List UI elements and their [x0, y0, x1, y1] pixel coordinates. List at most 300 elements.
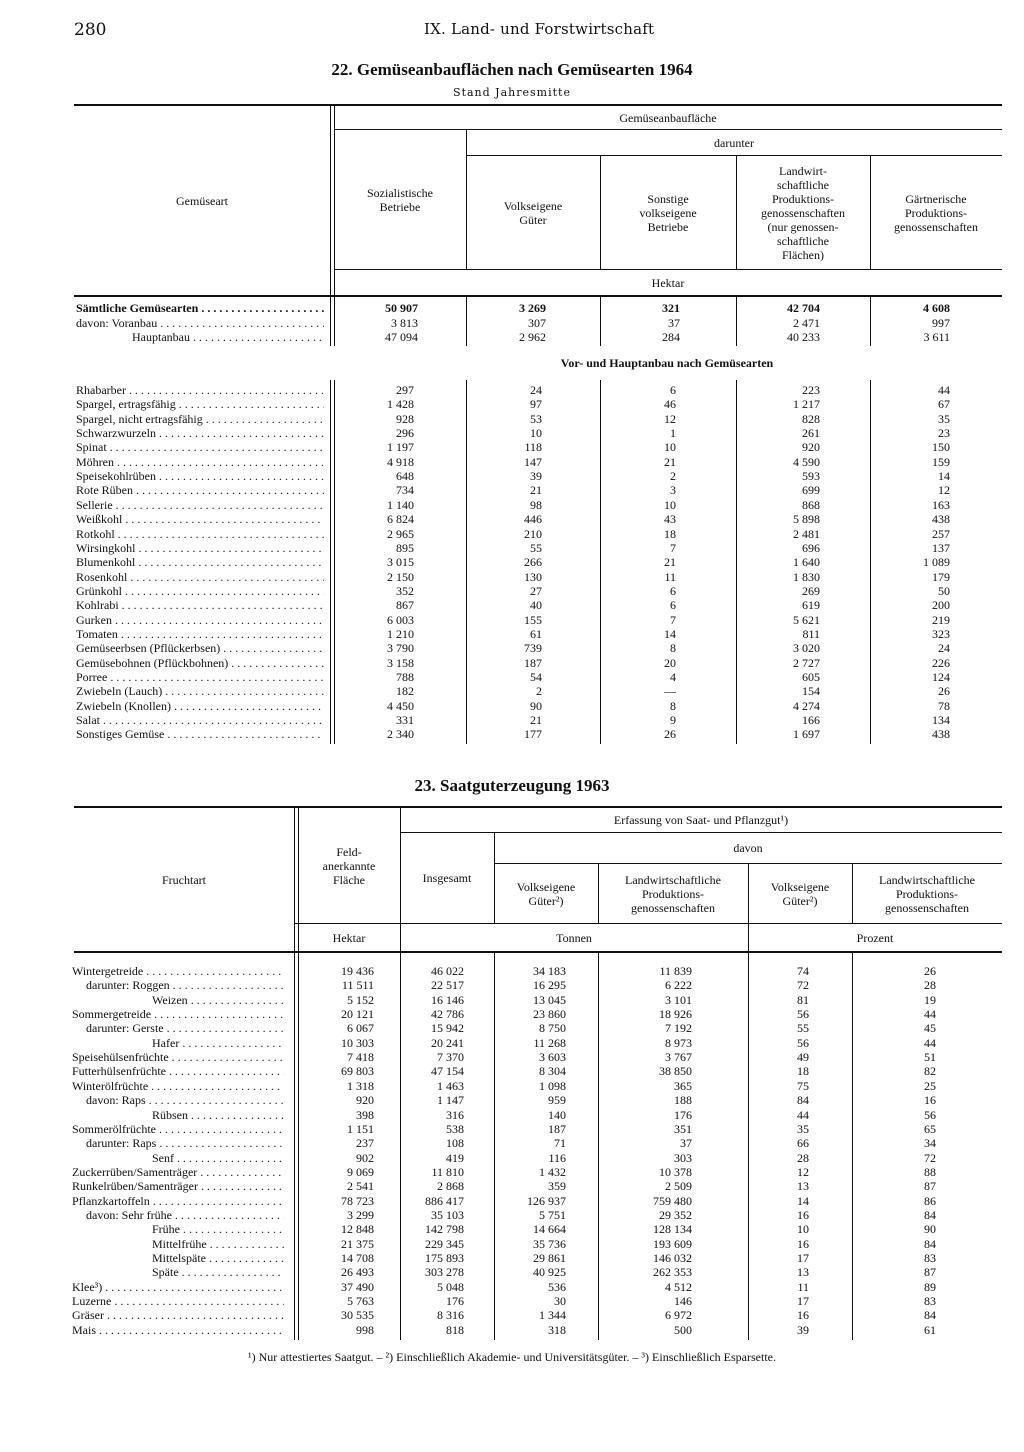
- cell-value: 24: [938, 641, 950, 656]
- cell-value: 118: [524, 440, 542, 455]
- cell-value: 126 937: [527, 1193, 566, 1208]
- cell-value: 13: [797, 1179, 809, 1194]
- table23-unit-prozent: Prozent: [856, 930, 894, 945]
- cell-value: 35 103: [431, 1207, 464, 1222]
- table23-row: [0, 1036, 1024, 1050]
- cell-value: 6 824: [387, 512, 414, 527]
- cell-value: 19 436: [341, 964, 374, 978]
- cell-value: 868: [802, 497, 820, 512]
- cell-value: 8: [670, 698, 676, 713]
- table22-row: [0, 541, 1024, 555]
- table22-summary-row: [0, 330, 1024, 344]
- cell-value: 605: [802, 670, 820, 684]
- cell-value: 16: [797, 1236, 809, 1251]
- row-label: Klee³) . . .: [72, 1280, 284, 1294]
- cell-value: 1: [670, 426, 676, 441]
- cell-value: 20 121: [341, 1007, 374, 1022]
- cell-value: 788: [396, 670, 414, 684]
- cell-value: 40 925: [533, 1265, 566, 1280]
- cell-value: 155: [524, 612, 542, 627]
- cell-value: 11: [664, 569, 676, 584]
- row-label: Pflanzkartoffeln . . .: [72, 1194, 284, 1208]
- cell-value: 35: [797, 1121, 809, 1136]
- cell-value: 1 830: [793, 569, 820, 584]
- table22-row: [0, 469, 1024, 483]
- table22-row: [0, 656, 1024, 670]
- cell-value: 61: [530, 626, 542, 641]
- cell-value: 140: [548, 1107, 566, 1122]
- cell-value: 8 750: [539, 1021, 566, 1036]
- cell-value: 828: [802, 411, 820, 426]
- row-label: Runkelrüben/Samenträger . . .: [72, 1179, 284, 1193]
- cell-value: 21: [530, 713, 542, 728]
- cell-value: 6: [670, 383, 676, 397]
- cell-value: 446: [524, 512, 542, 527]
- cell-value: 895: [396, 540, 414, 555]
- cell-value: 37: [668, 315, 680, 330]
- cell-value: 176: [446, 1294, 464, 1309]
- cell-value: 237: [356, 1136, 374, 1151]
- cell-value: 29 861: [533, 1251, 566, 1265]
- cell-value: 137: [932, 540, 950, 555]
- cell-value: 13: [797, 1265, 809, 1280]
- cell-value: 365: [674, 1078, 692, 1093]
- cell-value: 284: [662, 330, 680, 344]
- cell-value: 2 340: [387, 727, 414, 742]
- cell-value: 166: [802, 713, 820, 728]
- cell-value: 4 608: [923, 301, 950, 315]
- cell-value: 1 640: [793, 555, 820, 570]
- table23-header-rule: [74, 951, 1002, 953]
- table23-row: [0, 1222, 1024, 1236]
- table22-section-title: Vor- und Hauptanbau nach Gemüsearten: [560, 356, 774, 370]
- row-label: Rote Rüben . . .: [76, 483, 324, 497]
- cell-value: 3 611: [923, 330, 950, 344]
- cell-value: 398: [356, 1107, 374, 1122]
- cell-value: 10: [797, 1222, 809, 1237]
- cell-value: 316: [446, 1107, 464, 1122]
- row-label: Porree . . .: [76, 670, 324, 684]
- row-label: Rübsen . . .: [152, 1108, 284, 1122]
- cell-value: 26: [664, 727, 676, 742]
- cell-value: 8: [670, 641, 676, 656]
- row-label: Weizen . . .: [152, 993, 284, 1007]
- row-label: Spinat . . .: [76, 440, 324, 454]
- cell-value: 84: [924, 1308, 936, 1323]
- cell-value: 257: [932, 526, 950, 541]
- table23-row: [0, 1265, 1024, 1279]
- cell-value: 23: [938, 426, 950, 441]
- table23-row: [0, 1108, 1024, 1122]
- table23-row: [0, 1007, 1024, 1021]
- table23-stub-header: Fruchtart: [162, 872, 206, 887]
- table22-col-header-gpg: Gärtnerische Produktions- genossenschaften: [894, 191, 978, 234]
- cell-value: 226: [932, 655, 950, 670]
- cell-value: 26: [924, 964, 936, 978]
- table23-row: [0, 1079, 1024, 1093]
- cell-value: 22 517: [431, 978, 464, 993]
- cell-value: 3 101: [665, 992, 692, 1007]
- cell-value: 56: [924, 1107, 936, 1122]
- cell-value: 28: [797, 1150, 809, 1165]
- cell-value: 13 045: [533, 992, 566, 1007]
- cell-value: 323: [932, 626, 950, 641]
- cell-value: 150: [932, 440, 950, 455]
- cell-value: 11 511: [341, 978, 374, 993]
- table23-row: [0, 1050, 1024, 1064]
- cell-value: 3 603: [539, 1050, 566, 1065]
- cell-value: 3 813: [391, 315, 418, 330]
- row-label: Späte . . .: [152, 1265, 284, 1279]
- row-label: Zwiebeln (Knollen) . . .: [76, 699, 324, 713]
- cell-value: 42 786: [431, 1007, 464, 1022]
- cell-value: 8 304: [539, 1064, 566, 1079]
- running-head: IX. Land- und Forstwirtschaft: [424, 20, 655, 38]
- table22-row: [0, 483, 1024, 497]
- cell-value: 175 893: [425, 1251, 464, 1265]
- row-label: Blumenkohl . . .: [76, 555, 324, 569]
- row-label: Sommergetreide . . .: [72, 1007, 284, 1021]
- cell-value: 7 418: [347, 1050, 374, 1065]
- cell-value: 5 751: [539, 1207, 566, 1222]
- cell-value: 739: [524, 641, 542, 656]
- cell-value: 998: [356, 1322, 374, 1337]
- row-label: Weißkohl . . .: [76, 512, 324, 526]
- table23-unit-hektar: Hektar: [332, 930, 366, 945]
- row-label: darunter: Roggen . . .: [86, 978, 284, 992]
- cell-value: 27: [530, 583, 542, 598]
- cell-value: 84: [924, 1236, 936, 1251]
- cell-value: 65: [924, 1121, 936, 1136]
- row-label: Mais . . .: [72, 1323, 284, 1337]
- cell-value: 331: [396, 713, 414, 728]
- cell-value: 130: [524, 569, 542, 584]
- cell-value: 21: [664, 555, 676, 570]
- row-label: darunter: Gerste . . .: [86, 1021, 284, 1035]
- cell-value: 438: [932, 512, 950, 527]
- cell-value: 734: [396, 483, 414, 498]
- cell-value: 3 269: [519, 301, 546, 315]
- cell-value: 55: [797, 1021, 809, 1036]
- table22-summary-row: [0, 301, 1024, 315]
- cell-value: 90: [924, 1222, 936, 1237]
- table23-row: [0, 1294, 1024, 1308]
- row-label: Hauptanbau . . .: [132, 330, 324, 344]
- table22-unit-header: Hektar: [651, 275, 685, 290]
- cell-value: 83: [924, 1294, 936, 1309]
- cell-value: 26: [938, 684, 950, 699]
- cell-value: 538: [446, 1121, 464, 1136]
- cell-value: 30 535: [341, 1308, 374, 1323]
- cell-value: 3 020: [793, 641, 820, 656]
- cell-value: 66: [797, 1136, 809, 1151]
- cell-value: 163: [932, 497, 950, 512]
- cell-value: 55: [530, 540, 542, 555]
- cell-value: 2 868: [437, 1179, 464, 1194]
- cell-value: 6: [670, 583, 676, 598]
- cell-value: 920: [802, 440, 820, 455]
- cell-value: 46: [664, 397, 676, 412]
- cell-value: 34: [924, 1136, 936, 1151]
- cell-value: 3: [670, 483, 676, 498]
- cell-value: 759 480: [653, 1193, 692, 1208]
- cell-value: 17: [797, 1294, 809, 1309]
- row-label: Frühe . . .: [152, 1222, 284, 1236]
- cell-value: 10: [530, 426, 542, 441]
- table22-darunter-header: darunter: [714, 135, 754, 150]
- cell-value: 10: [664, 497, 676, 512]
- row-label: Kohlrabi . . .: [76, 598, 324, 612]
- cell-value: 3 299: [347, 1207, 374, 1222]
- cell-value: 97: [530, 397, 542, 412]
- cell-value: 37: [680, 1136, 692, 1151]
- cell-value: 3 790: [387, 641, 414, 656]
- table23-row: [0, 1208, 1024, 1222]
- cell-value: 7 192: [665, 1021, 692, 1036]
- cell-value: 18: [797, 1064, 809, 1079]
- table22-col-header-sozialistische: Sozialistische Betriebe: [367, 185, 433, 214]
- cell-value: 67: [938, 397, 950, 412]
- cell-value: 83: [924, 1251, 936, 1265]
- cell-value: 500: [674, 1322, 692, 1337]
- cell-value: 56: [797, 1007, 809, 1022]
- cell-value: 98: [530, 497, 542, 512]
- cell-value: 818: [446, 1322, 464, 1337]
- table22-row: [0, 613, 1024, 627]
- cell-value: 187: [524, 655, 542, 670]
- cell-value: 4 512: [665, 1279, 692, 1294]
- cell-value: 179: [932, 569, 950, 584]
- cell-value: 49: [797, 1050, 809, 1065]
- cell-value: 303 278: [425, 1265, 464, 1280]
- cell-value: 26 493: [341, 1265, 374, 1280]
- cell-value: 16 146: [431, 992, 464, 1007]
- table22-group-header: Gemüseanbaufläche: [619, 110, 717, 125]
- row-label: Schwarzwurzeln . . .: [76, 426, 324, 440]
- table22-row: [0, 570, 1024, 584]
- cell-value: 11 839: [659, 964, 692, 978]
- cell-value: 902: [356, 1150, 374, 1165]
- table22-row: [0, 727, 1024, 741]
- table23-row: [0, 1064, 1024, 1078]
- cell-value: 90: [530, 698, 542, 713]
- cell-value: 6 003: [387, 612, 414, 627]
- cell-value: 88: [924, 1164, 936, 1179]
- cell-value: 9: [670, 713, 676, 728]
- table23-row: [0, 993, 1024, 1007]
- cell-value: 18: [664, 526, 676, 541]
- cell-value: 44: [924, 1007, 936, 1022]
- cell-value: 359: [548, 1179, 566, 1194]
- row-label: Hafer . . .: [152, 1036, 284, 1050]
- table23-row: [0, 1165, 1024, 1179]
- cell-value: 34 183: [533, 964, 566, 978]
- cell-value: 177: [524, 727, 542, 742]
- table22-row: [0, 426, 1024, 440]
- cell-value: 61: [924, 1322, 936, 1337]
- cell-value: 210: [524, 526, 542, 541]
- cell-value: 75: [797, 1078, 809, 1093]
- cell-value: 5 048: [437, 1279, 464, 1294]
- cell-value: 699: [802, 483, 820, 498]
- cell-value: 16: [797, 1308, 809, 1323]
- cell-value: 71: [554, 1136, 566, 1151]
- cell-value: 16 295: [533, 978, 566, 993]
- table23-row: [0, 1136, 1024, 1150]
- cell-value: 8 316: [437, 1308, 464, 1323]
- cell-value: 811: [802, 626, 820, 641]
- row-label: Gemüseerbsen (Pflückerbsen) . . .: [76, 641, 324, 655]
- cell-value: 11 810: [431, 1164, 464, 1179]
- cell-value: 21: [664, 454, 676, 469]
- cell-value: 147: [524, 454, 542, 469]
- cell-value: 47 094: [385, 330, 418, 344]
- cell-value: 4 450: [387, 698, 414, 713]
- cell-value: 46 022: [431, 964, 464, 978]
- cell-value: 87: [924, 1179, 936, 1194]
- cell-value: 1 428: [387, 397, 414, 412]
- cell-value: 16: [924, 1093, 936, 1108]
- cell-value: 318: [548, 1322, 566, 1337]
- cell-value: 193 609: [653, 1236, 692, 1251]
- cell-value: 2 150: [387, 569, 414, 584]
- cell-value: 54: [530, 670, 542, 684]
- cell-value: 24: [530, 383, 542, 397]
- cell-value: 39: [530, 469, 542, 484]
- cell-value: 21 375: [341, 1236, 374, 1251]
- cell-value: 44: [938, 383, 950, 397]
- cell-value: 1 210: [387, 626, 414, 641]
- cell-value: 1 697: [793, 727, 820, 742]
- cell-value: 351: [674, 1121, 692, 1136]
- table23-row: [0, 1093, 1024, 1107]
- cell-value: 920: [356, 1093, 374, 1108]
- row-label: darunter: Raps . . .: [86, 1136, 284, 1150]
- cell-value: 40: [530, 598, 542, 613]
- cell-value: 3 158: [387, 655, 414, 670]
- cell-value: 2 509: [665, 1179, 692, 1194]
- table23-row: [0, 1179, 1024, 1193]
- row-label: Sämtliche Gemüsearten . . .: [76, 301, 324, 315]
- cell-value: 1 147: [437, 1093, 464, 1108]
- cell-value: 134: [932, 713, 950, 728]
- cell-value: 5 763: [347, 1294, 374, 1309]
- row-label: Senf . . .: [152, 1151, 284, 1165]
- table23-col-header-lpg-tonnen: Landwirtschaftliche Produktions- genossenschaften: [625, 872, 721, 915]
- cell-value: 188: [674, 1093, 692, 1108]
- cell-value: 14: [797, 1193, 809, 1208]
- cell-value: 23 860: [533, 1007, 566, 1022]
- table23-col-header-lpg-prozent: Landwirtschaftliche Produktions- genossenschaften: [879, 872, 975, 915]
- row-label: Luzerne . . .: [72, 1294, 284, 1308]
- cell-value: 38 850: [659, 1064, 692, 1079]
- table23-davon-header: davon: [733, 841, 763, 855]
- row-label: Grünkohl . . .: [76, 584, 324, 598]
- cell-value: 536: [548, 1279, 566, 1294]
- cell-value: 229 345: [425, 1236, 464, 1251]
- cell-value: 37 490: [341, 1279, 374, 1294]
- table23-row: [0, 964, 1024, 978]
- cell-value: 886 417: [425, 1193, 464, 1208]
- cell-value: 45: [924, 1021, 936, 1036]
- table23-row: [0, 1251, 1024, 1265]
- row-label: Rotkohl . . .: [76, 527, 324, 541]
- cell-value: 1 140: [387, 497, 414, 512]
- cell-value: 30: [554, 1294, 566, 1309]
- cell-value: 128 134: [653, 1222, 692, 1237]
- table23-insgesamt-header: Insgesamt: [422, 871, 472, 885]
- table23-row: [0, 1151, 1024, 1165]
- table23-row: [0, 978, 1024, 992]
- cell-value: 14: [938, 469, 950, 484]
- table22-row: [0, 713, 1024, 727]
- cell-value: 648: [396, 469, 414, 484]
- cell-value: 72: [924, 1150, 936, 1165]
- cell-value: 146: [674, 1294, 692, 1309]
- table23-col-header-veg-tonnen: Volkseigene Güter²): [516, 879, 576, 908]
- table22-col-header-sonstige: Sonstige volkseigene Betriebe: [639, 191, 697, 234]
- cell-value: 296: [396, 426, 414, 441]
- table23-row: [0, 1021, 1024, 1035]
- cell-value: 44: [797, 1107, 809, 1122]
- cell-value: 53: [530, 411, 542, 426]
- table23-feld-header: Feld- anerkannte Fläche: [322, 844, 376, 887]
- cell-value: 89: [924, 1279, 936, 1294]
- cell-value: 20 241: [431, 1035, 464, 1050]
- table22-row: [0, 498, 1024, 512]
- cell-value: 154: [802, 684, 820, 699]
- cell-value: 14 664: [533, 1222, 566, 1237]
- cell-value: 928: [396, 411, 414, 426]
- cell-value: 78: [938, 698, 950, 713]
- cell-value: 108: [446, 1136, 464, 1151]
- cell-value: 307: [528, 315, 546, 330]
- cell-value: 219: [932, 612, 950, 627]
- cell-value: 619: [802, 598, 820, 613]
- cell-value: 997: [932, 315, 950, 330]
- cell-value: 696: [802, 540, 820, 555]
- cell-value: 69 803: [341, 1064, 374, 1079]
- cell-value: 3 767: [665, 1050, 692, 1065]
- row-label: Speisekohlrüben . . .: [76, 469, 324, 483]
- row-label: Gräser . . .: [72, 1308, 284, 1322]
- cell-value: 12 848: [341, 1222, 374, 1237]
- cell-value: 50: [938, 583, 950, 598]
- cell-value: 303: [674, 1150, 692, 1165]
- table23-row: [0, 1194, 1024, 1208]
- table23-row: [0, 1122, 1024, 1136]
- table23-title: 23. Saatguterzeugung 1963: [414, 776, 610, 795]
- cell-value: 50 907: [385, 301, 418, 315]
- cell-value: 867: [396, 598, 414, 613]
- cell-value: 10 303: [341, 1035, 374, 1050]
- cell-value: 223: [802, 383, 820, 397]
- table23-footnote: ¹) Nur attestiertes Saatgut. – ²) Einschließlich Akademie- und Universitätsgüter. – ³) Einschließlich Esparsette.: [248, 1350, 776, 1364]
- cell-value: 17: [797, 1251, 809, 1265]
- cell-value: 1 432: [539, 1164, 566, 1179]
- cell-value: 10: [664, 440, 676, 455]
- cell-value: 6 972: [665, 1308, 692, 1323]
- cell-value: 269: [802, 583, 820, 598]
- cell-value: 1 089: [923, 555, 950, 570]
- row-label: Wirsingkohl . . .: [76, 541, 324, 555]
- table22-row: [0, 584, 1024, 598]
- cell-value: 18 926: [659, 1007, 692, 1022]
- cell-value: 2 541: [347, 1179, 374, 1194]
- row-label: davon: Sehr frühe . . .: [86, 1208, 284, 1222]
- cell-value: —: [664, 684, 676, 699]
- cell-value: 35 736: [533, 1236, 566, 1251]
